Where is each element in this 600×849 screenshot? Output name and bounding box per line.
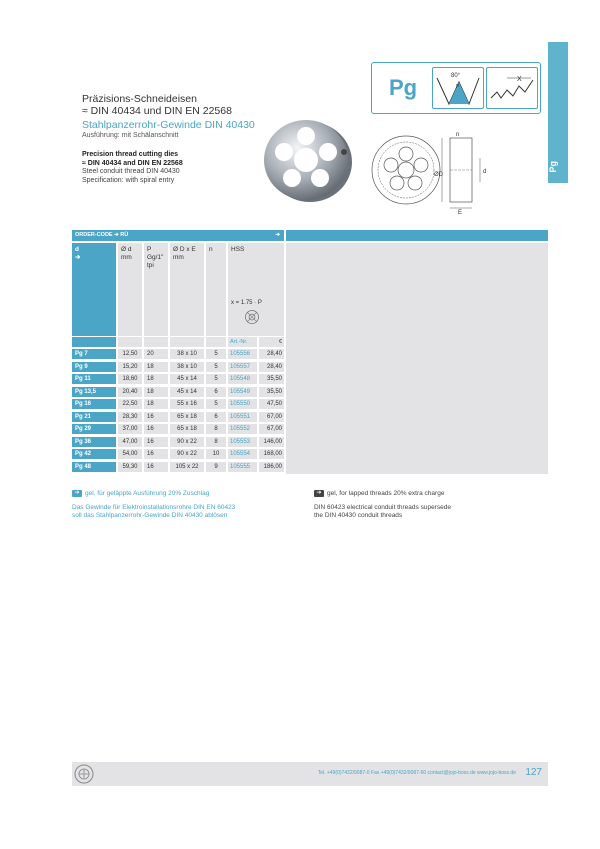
order-code-arrow-icon: ➔ <box>275 232 280 238</box>
cell-od: 54,00 <box>118 449 142 459</box>
cell-dxe: 45 x 14 <box>170 374 204 384</box>
drawing-label-e: E <box>458 210 463 214</box>
cell-art[interactable]: 105549 <box>228 387 257 397</box>
cell-n: 5 <box>206 399 226 409</box>
cell-od: 59,30 <box>118 462 142 472</box>
cell-d: Pg 11 <box>72 374 116 384</box>
cell-d: Pg 36 <box>72 437 116 447</box>
header-p-label: P <box>147 246 152 253</box>
cell-art[interactable]: 105548 <box>228 374 257 384</box>
cell-dxe: 45 x 14 <box>170 387 204 397</box>
cell-dxe: 90 x 22 <box>170 437 204 447</box>
title-en-line3: Steel conduit thread DIN 40430 <box>82 168 180 175</box>
table-row <box>72 349 284 359</box>
cell-d: Pg 42 <box>72 449 116 459</box>
spec-german: Ausführung: mit Schälanschnitt <box>82 132 179 139</box>
table-row <box>72 387 284 397</box>
cell-p: 16 <box>144 462 168 472</box>
cell-price: 35,50 <box>259 387 284 397</box>
cell-dxe: 55 x 16 <box>170 399 204 409</box>
header-hss-label: HSS <box>231 246 245 253</box>
drawing-label-d: d <box>483 169 487 175</box>
thread-type-label: Pg <box>388 75 418 100</box>
cell-od: 28,30 <box>118 412 142 422</box>
header-d-arrow-icon: ➔ <box>75 254 81 261</box>
cell-n: 10 <box>206 449 226 459</box>
table-row <box>72 399 284 409</box>
header-p-unit: Gg/1" <box>147 254 164 261</box>
cell-n: 5 <box>206 362 226 372</box>
drawing-label-n: n <box>456 132 460 138</box>
cell-price: 146,00 <box>259 437 284 447</box>
cell-od: 15,20 <box>118 362 142 372</box>
company-logo-icon <box>74 764 94 784</box>
header-p-spacer <box>144 337 168 347</box>
order-code-label: ORDER-CODE ➔ RÜ <box>75 232 129 238</box>
header-hss <box>228 243 284 336</box>
cell-n: 5 <box>206 374 226 384</box>
cell-od: 20,40 <box>118 387 142 397</box>
thread-pitch-label: P <box>456 84 460 90</box>
thread-x-label: X <box>517 76 522 83</box>
header-d-spacer <box>72 337 116 347</box>
description-panel <box>286 243 548 474</box>
cell-od: 47,00 <box>118 437 142 447</box>
table-row <box>72 437 284 447</box>
thread-symbol-box <box>371 62 541 114</box>
cell-dxe: 38 x 10 <box>170 362 204 372</box>
cell-n: 9 <box>206 462 226 472</box>
cell-art[interactable]: 105550 <box>228 399 257 409</box>
title-en-line4: Specification: with spiral entry <box>82 176 175 184</box>
header-d <box>72 243 116 336</box>
note-lapped-german <box>72 490 209 498</box>
cell-art[interactable]: 105554 <box>228 449 257 459</box>
cell-d: Pg 48 <box>72 462 116 472</box>
title-german <box>82 93 232 117</box>
cell-dxe: 65 x 18 <box>170 412 204 422</box>
cell-p: 16 <box>144 437 168 447</box>
cell-dxe: 65 x 18 <box>170 424 204 434</box>
note-lapped-german-text: gel, für geläppte Ausführung 20% Zuschlag <box>85 490 210 498</box>
cell-n: 5 <box>206 349 226 359</box>
header-dxe-spacer <box>170 337 204 347</box>
header-od-spacer <box>118 337 142 347</box>
cell-p: 18 <box>144 362 168 372</box>
table-row <box>72 362 284 372</box>
cell-d: Pg 9 <box>72 362 116 372</box>
cell-p: 18 <box>144 387 168 397</box>
header-dxe-label: Ø D x E <box>173 246 196 253</box>
cell-art[interactable]: 105557 <box>228 362 257 372</box>
order-code-bar <box>72 230 284 241</box>
cell-art[interactable]: 105556 <box>228 349 257 359</box>
header-n-spacer <box>206 337 226 347</box>
cell-od: 12,50 <box>118 349 142 359</box>
header-od <box>118 243 142 336</box>
note-supersede-german <box>72 504 235 520</box>
note-supersede-de-line1: Das Gewinde für Elektroinstallationsrohre DIN EN 60423 <box>72 504 236 511</box>
header-dxe-unit: mm <box>173 254 184 261</box>
cell-art[interactable]: 105552 <box>228 424 257 434</box>
cell-price: 67,00 <box>259 412 284 422</box>
cell-art[interactable]: 105553 <box>228 437 257 447</box>
cell-n: 8 <box>206 424 226 434</box>
formula-label: x = 1.75 · P <box>231 300 262 306</box>
cell-n: 6 <box>206 387 226 397</box>
header-d-label: d <box>75 246 79 253</box>
cell-p: 16 <box>144 424 168 434</box>
thread-profile-icon <box>486 67 538 109</box>
page-number: 127 <box>525 767 542 778</box>
cell-d: Pg 7 <box>72 349 116 359</box>
note-supersede-english <box>314 504 451 520</box>
cell-d: Pg 16 <box>72 399 116 409</box>
table-row <box>72 449 284 459</box>
cell-p: 16 <box>144 449 168 459</box>
cell-p: 16 <box>144 412 168 422</box>
cell-dxe: 90 x 22 <box>170 449 204 459</box>
note-lapped-english <box>314 490 444 498</box>
header-n-label: n <box>209 246 213 253</box>
thread-angle-icon <box>432 67 484 109</box>
table-row <box>72 424 284 434</box>
cell-od: 22,50 <box>118 399 142 409</box>
cell-price: 168,00 <box>259 449 284 459</box>
cell-od: 37,00 <box>118 424 142 434</box>
cell-d: Pg 29 <box>72 424 116 434</box>
header-p-unit2: tpi <box>147 262 154 269</box>
table-row <box>72 374 284 384</box>
cell-price: 28,40 <box>259 362 284 372</box>
art-nr-label: Art.-Nr. <box>228 337 257 347</box>
spiral-entry-icon <box>244 309 260 325</box>
title-de-line2: ≈ DIN 40434 und DIN EN 22568 <box>82 105 232 117</box>
cell-price: 35,50 <box>259 374 284 384</box>
cell-dxe: 38 x 10 <box>170 349 204 359</box>
header-od-unit: mm <box>121 254 132 261</box>
cell-p: 18 <box>144 374 168 384</box>
price-label: € <box>259 337 284 347</box>
cell-n: 8 <box>206 437 226 447</box>
side-tab[interactable] <box>548 42 568 183</box>
note-supersede-en-line2: the DIN 40430 conduit threads <box>314 512 403 519</box>
table-row <box>72 412 284 422</box>
drawing-label-od: ØD <box>434 172 443 178</box>
side-tab-label: Pg <box>548 161 558 173</box>
header-dxe <box>170 243 204 336</box>
title-de-line1: Präzisions-Schneideisen <box>82 93 197 105</box>
note-de-arrow-icon: ➔ <box>72 490 82 497</box>
title-en-line1: Precision thread cutting dies <box>82 151 179 158</box>
note-lapped-english-text: gel, for lapped threads 20% extra charge <box>327 490 445 498</box>
cell-art[interactable]: 105555 <box>228 462 257 472</box>
cell-price: 186,00 <box>259 462 284 472</box>
header-od-label: Ø d <box>121 246 132 253</box>
header-n <box>206 243 226 336</box>
product-table <box>72 230 548 474</box>
cell-dxe: 105 x 22 <box>170 462 204 472</box>
cell-price: 67,00 <box>259 424 284 434</box>
cell-n: 6 <box>206 412 226 422</box>
order-code-bar-right <box>286 230 548 241</box>
cell-p: 18 <box>144 399 168 409</box>
title-english <box>82 151 183 185</box>
note-en-arrow-icon: ➔ <box>314 490 324 497</box>
cell-price: 47,50 <box>259 399 284 409</box>
header-p <box>144 243 168 336</box>
footer-contact: Tel. +49(0)7432/9087-0 Fax +49(0)7432/9087-60 contact@jojo-boss.de www.jojo-boss.de <box>317 770 516 776</box>
thread-angle-label: 80° <box>451 73 461 79</box>
cell-d: Pg 21 <box>72 412 116 422</box>
cell-od: 18,60 <box>118 374 142 384</box>
cell-d: Pg 13,5 <box>72 387 116 397</box>
note-supersede-en-line1: DIN 60423 electrical conduit threads supersede <box>314 504 451 511</box>
die-photo-icon <box>262 116 354 206</box>
cell-art[interactable]: 105551 <box>228 412 257 422</box>
cell-price: 28,40 <box>259 349 284 359</box>
die-drawing-icon <box>368 130 504 214</box>
subtitle-german: Stahlpanzerrohr-Gewinde DIN 40430 <box>82 119 255 131</box>
cell-p: 20 <box>144 349 168 359</box>
title-en-line2: ≈ DIN 40434 and DIN EN 22568 <box>82 159 183 167</box>
note-supersede-de-line2: soll das Stahlpanzerrohr-Gewinde DIN 40430 ablösen <box>72 512 228 519</box>
table-row <box>72 462 284 472</box>
footer <box>72 762 548 786</box>
